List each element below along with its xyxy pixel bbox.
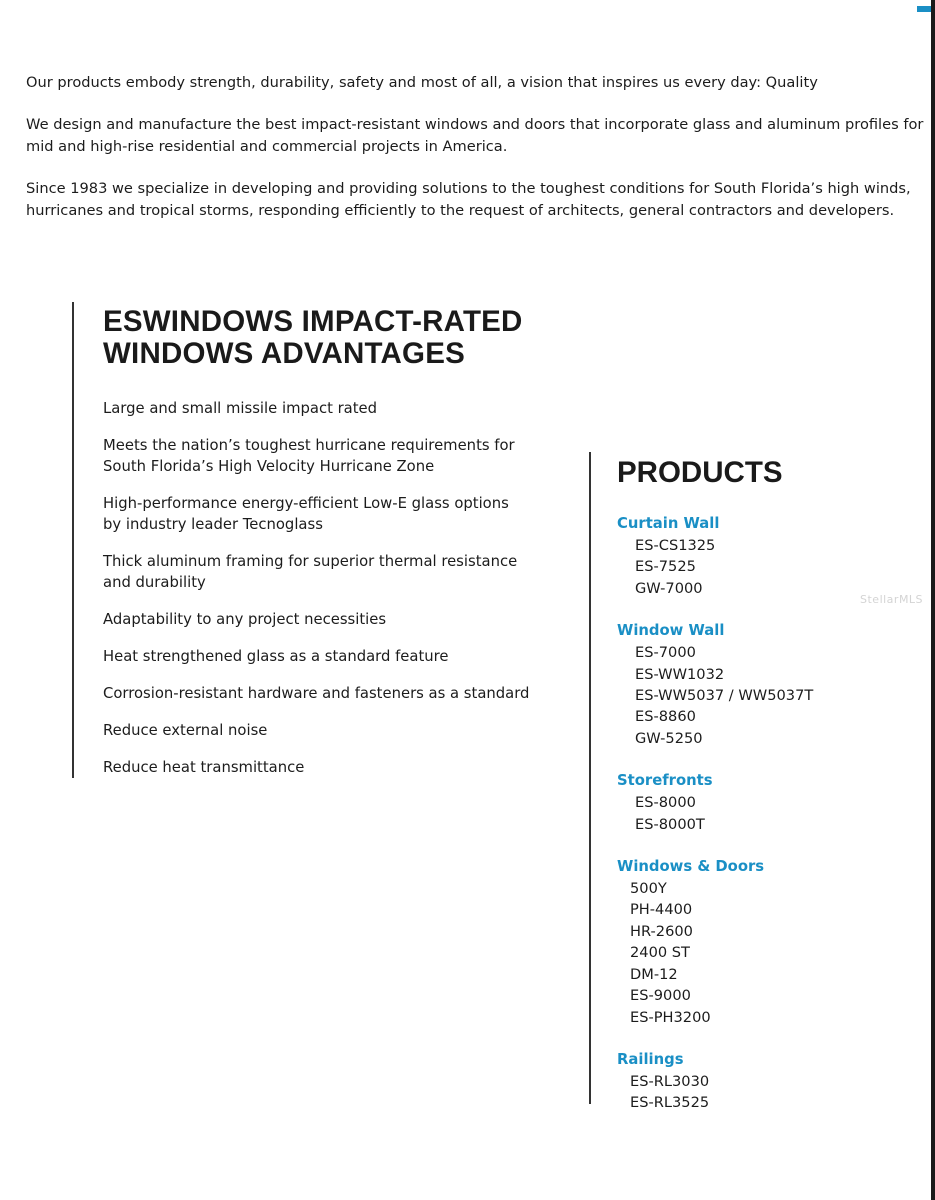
product-item: ES-WW1032 — [635, 665, 725, 683]
product-category — [617, 1049, 917, 1114]
advantage-item: Adaptability to any project necessities — [103, 611, 387, 628]
product-category-title: Storefronts — [617, 772, 713, 790]
watermark: StellarMLS — [860, 593, 924, 606]
products-section — [617, 455, 917, 1135]
product-item: ES-8860 — [635, 708, 696, 726]
product-item: ES-9000 — [630, 987, 691, 1005]
advantages-section — [103, 306, 533, 794]
product-item: ES-RL3525 — [630, 1094, 710, 1112]
accent-mark — [917, 6, 931, 12]
product-category-title: Railings — [617, 1050, 684, 1068]
product-item: ES-CS1325 — [635, 537, 716, 554]
product-category-title: Curtain Wall — [617, 515, 720, 532]
advantages-list — [103, 398, 533, 778]
product-item: GW-7000 — [635, 579, 703, 597]
product-category — [617, 770, 917, 835]
product-item: PH-4400 — [630, 901, 693, 919]
product-category — [617, 620, 917, 749]
product-category — [617, 856, 917, 1028]
advantage-item: Corrosion-resistant hardware and fasteners as a standard — [103, 685, 530, 702]
product-item: ES-7525 — [635, 558, 696, 576]
advantage-item: Thick aluminum framing for superior thermal resistance and durability — [103, 553, 518, 591]
product-item: DM-12 — [630, 965, 678, 983]
products-title: PRODUCTS — [617, 456, 783, 489]
product-item: ES-RL3030 — [630, 1072, 710, 1090]
product-item: GW-5250 — [635, 729, 703, 747]
products-divider — [589, 452, 591, 1104]
product-item: ES-7000 — [635, 644, 696, 662]
advantage-item: Meets the nation’s toughest hurricane requirements for South Florida’s High Velocity Hurricane Zone — [103, 437, 515, 475]
advantages-title: ESWINDOWS IMPACT-RATED WINDOWS ADVANTAGES — [103, 305, 523, 370]
product-item: 500Y — [630, 880, 667, 898]
product-category — [617, 513, 917, 599]
advantage-item: High-performance energy-efficient Low-E glass options by industry leader Tecnoglass — [103, 495, 509, 533]
product-item: 2400 ST — [630, 944, 690, 962]
advantage-item: Large and small missile impact rated — [103, 400, 378, 417]
product-item: HR-2600 — [630, 922, 693, 940]
intro-paragraph-3: Since 1983 we specialize in developing and providing solutions to the toughest conditions for South Florida’s high winds, hurricanes and tropical storms, responding efficiently to the request of architects, general contractors and developers. — [26, 180, 911, 219]
product-item: ES-WW5037 / WW5037T — [635, 687, 814, 705]
product-list — [617, 1071, 917, 1114]
intro-paragraph-2: We design and manufacture the best impact-resistant windows and doors that incorporate glass and aluminum profiles for mid and high-rise residential and commercial projects in America. — [26, 116, 924, 155]
product-item: ES-8000T — [635, 815, 705, 833]
product-category-title: Window Wall — [617, 622, 725, 640]
product-list — [617, 878, 917, 1028]
product-category-title: Windows & Doors — [617, 858, 765, 876]
product-list — [617, 642, 917, 749]
product-list — [617, 792, 917, 835]
product-list — [617, 535, 917, 599]
product-item: ES-PH3200 — [630, 1008, 711, 1026]
advantage-item: Reduce heat transmittance — [103, 759, 305, 776]
advantage-item: Heat strengthened glass as a standard feature — [103, 648, 449, 665]
advantage-item: Reduce external noise — [103, 722, 268, 739]
advantages-divider — [72, 302, 74, 778]
intro-text — [26, 72, 935, 242]
intro-paragraph-1: Our products embody strength, durability, safety and most of all, a vision that inspires us every day: Quality — [26, 74, 818, 91]
product-item: ES-8000 — [635, 794, 696, 812]
